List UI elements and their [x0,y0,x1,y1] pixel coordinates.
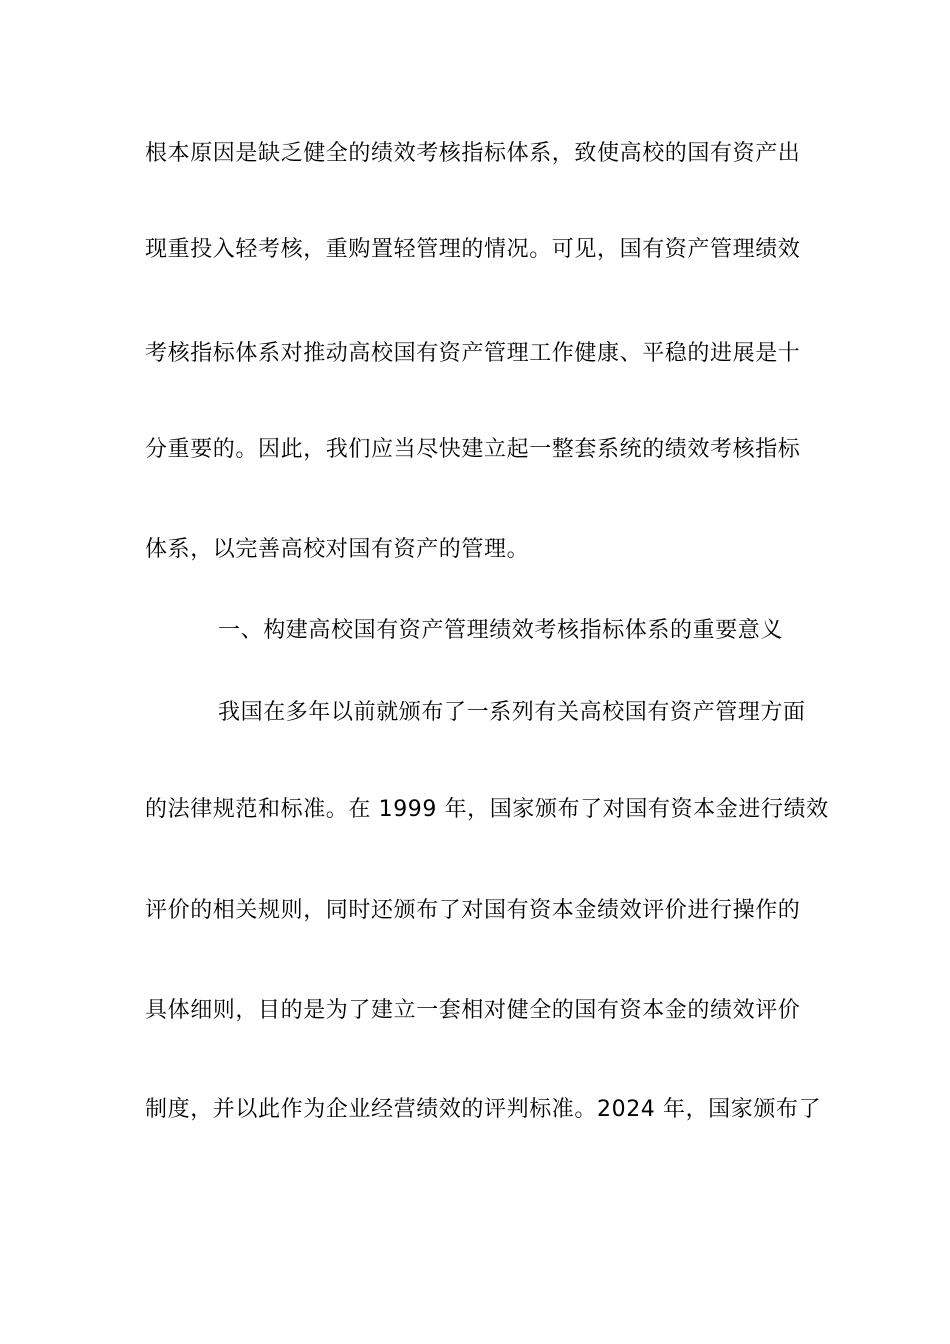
text-line: 现重投入轻考核，重购置轻管理的情况。可见，国有资产管理绩效 [145,237,801,262]
text-line: 制度，并以此作为企业经营绩效的评判标准。2024 年，国家颁布了 [145,1097,822,1122]
text-line: 具体细则，目的是为了建立一套相对健全的国有资本金的绩效评价 [145,998,801,1023]
text-line: 的法律规范和标准。在 1999 年，国家颁布了对国有资本金进行绩效 [145,797,829,822]
text-line: 考核指标体系对推动高校国有资产管理工作健康、平稳的进展是十 [145,341,801,366]
text-line: 评价的相关规则，同时还颁布了对国有资本金绩效评价进行操作的 [145,898,801,923]
section-heading: 一、构建高校国有资产管理绩效考核指标体系的重要意义 [218,618,784,643]
text-line: 体系，以完善高校对国有资产的管理。 [145,537,530,562]
text-line: 根本原因是缺乏健全的绩效考核指标体系，致使高校的国有资产出 [145,141,801,166]
text-line: 分重要的。因此，我们应当尽快建立起一整套系统的绩效考核指标 [145,437,801,462]
text-line: 我国在多年以前就颁布了一系列有关高校国有资产管理方面 [218,700,806,725]
